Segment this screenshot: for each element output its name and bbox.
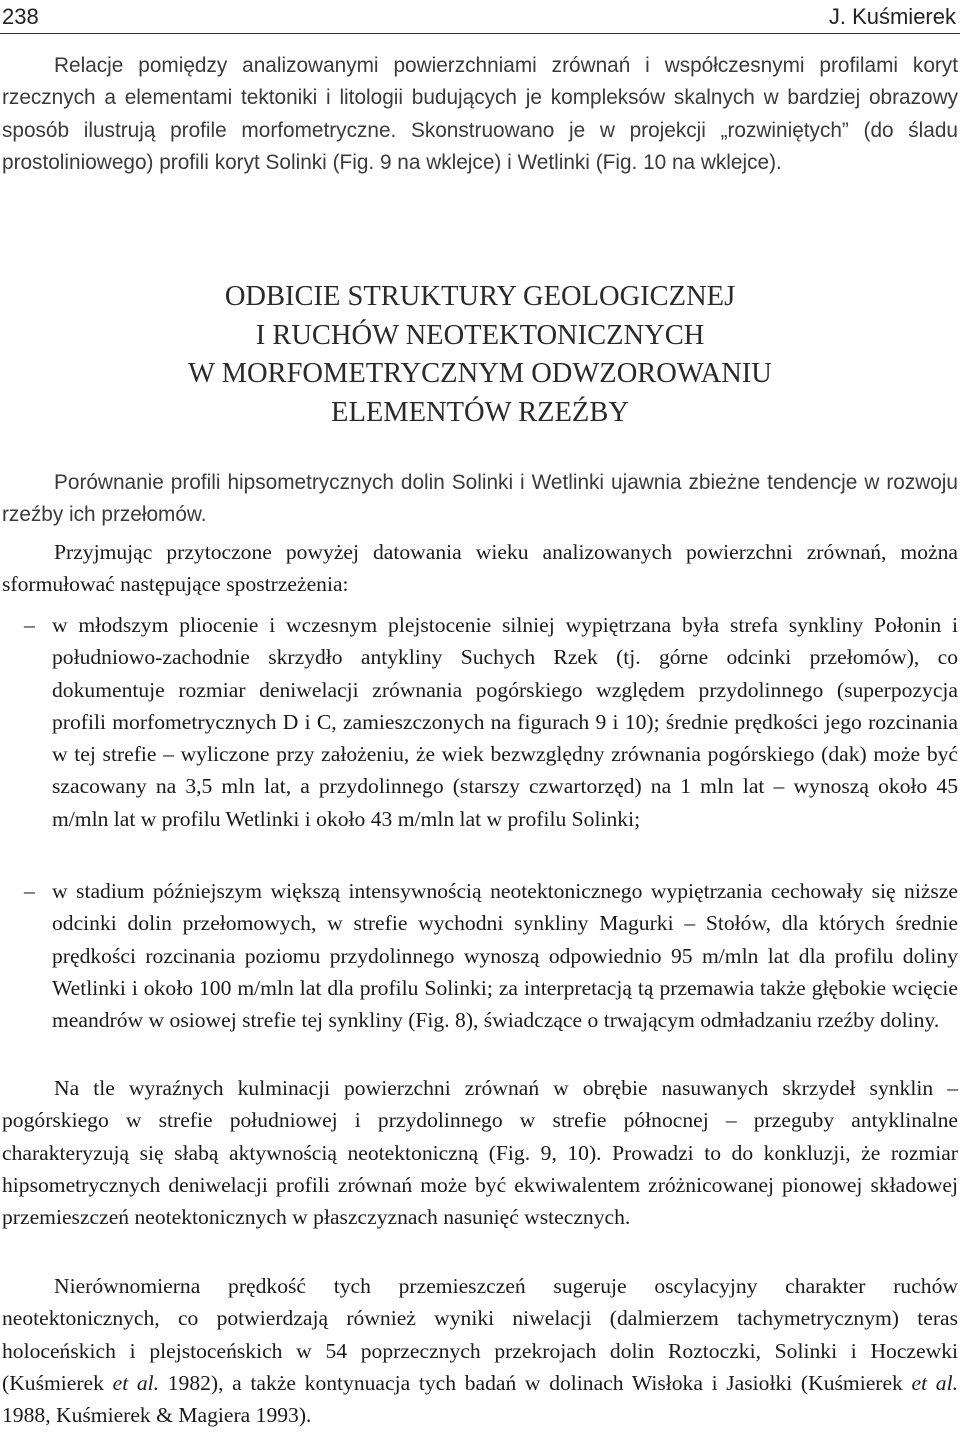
paragraph-text: 1988, Kuśmierek & Magiera 1993). — [2, 1403, 312, 1428]
paragraph-text: 1982), a także kontynuacja tych badań w dolinach Wisłoka i Jasiołki (Kuśmierek — [159, 1370, 912, 1395]
citation-et-al: et al. — [911, 1370, 958, 1395]
section-heading-line-3: W MORFOMETRYCZNYM ODWZOROWANIU — [188, 358, 772, 389]
dating-paragraph: Przyjmując przytoczone powyżej datowania wieku analizowanych powierzchni zrównań, można sformułować następujące spostrzeżenia: — [2, 540, 958, 597]
section-heading-line-4: ELEMENTÓW RZEŹBY — [331, 396, 629, 428]
list-item — [2, 875, 958, 1036]
citation-et-al: et al. — [112, 1370, 160, 1395]
list-dash: – — [24, 879, 35, 903]
intro-paragraph: Relacje pomiędzy analizowanymi powierzchniami zrównań i współczesnymi profilami koryt rzecznych a elementami tektoniki i litologii budujących je kompleksów skalnych w bardziej obrazowy sposób ilustrują profile morfometryczne. Skonstruowano je w projekcji „rozwiniętych” (do śladu prostoliniowego) profili koryt Solinki (Fig. 9 na wklejce) i Wetlinki (Fig. 10 na wklejce). — [2, 54, 958, 174]
list-item-text: w stadium późniejszym większą intensywnością neotektonicznego wypiętrzania cechowały się niższe odcinki dolin przełomowych, w strefie wychodni synkliny Magurki – Stołów, dla których średnie prędkości rozcinania poziomu przydolinnego wynoszą odpowiednio 95 m/mln lat dla profilu doliny Wetlinki i około 100 m/mln lat dla profilu Solinki; za interpretacją tą przemawia także głębokie wcięcie meandrów w osiowej strefie tej synkliny (Fig. 8), świadczące o trwającym odmładzaniu rzeźby doliny. — [52, 879, 958, 1033]
list-item-text: w młodszym pliocenie i wczesnym plejstocenie silniej wypiętrzana była strefa synkliny Połonin i południowo-zachodnie skrzydło antykliny Suchych Rzek (tj. górne odcinki przełomów), co dokumentuje rozmiar deniwelacji zrównania pogórskiego względem przydolinnego (superpozycja profili morfometrycznych D i C, zamieszczonych na figurach 9 i 10); średnie prędkości jego rozcinania w tej strefie – wyliczone przy założeniu, że wiek bezwzględny zrównania pogórskiego (dak) może być szacowany na 3,5 mln lat, a przydolinnego (starszy czwartorzęd) na 1 mln lat – wynoszą około 45 m/mln lat w profilu Wetlinki i około 43 m/mln lat w profilu Solinki; — [52, 613, 958, 831]
header-rule — [0, 33, 960, 34]
background-paragraph: Na tle wyraźnych kulminacji powierzchni zrównań w obrębie nasuwanych skrzydeł synklin – pogórskiego w strefie południowej i przydolinnego w strefie północnej – przeguby antyklinalne charakteryzują się słabą aktywnością neotektoniczną (Fig. 9, 10). Prowadzi to do konkluzji, że rozmiar hipsometrycznych deniwelacji profili zrównań może być ekwiwalentem zróżnicowanej pionowej składowej przemieszczeń neotektonicznych w płaszczyznach nasunięć wstecznych. — [2, 1076, 958, 1230]
section-heading-line-1: ODBICIE STRUKTURY GEOLOGICZNEJ — [224, 281, 736, 312]
page-header — [0, 0, 960, 34]
list-item — [2, 609, 958, 835]
comparison-paragraph: Porównanie profili hipsometrycznych dolin Solinki i Wetlinki ujawnia zbieżne tendencje w rozwoju rzeźby ich przełomów. — [2, 471, 958, 527]
uneven-velocity-paragraph — [2, 1270, 958, 1431]
page-number: 238 — [2, 4, 39, 29]
paragraph-text: Nierównomierna prędkość tych przemieszczeń sugeruje oscylacyjny charakter ruchów neotektonicznych, co potwierdzają również wyniki niwelacji (dalmierzem tachymetrycznym) teras holoceńskich i plejstoceńskich w 54 poprzecznych przekrojach dolin Roztoczki, Solinki i Hoczewki (Kuśmierek — [2, 1274, 958, 1395]
running-head: J. Kuśmierek — [828, 4, 956, 29]
section-heading — [0, 278, 960, 432]
section-heading-line-2: I RUCHÓW NEOTEKTONICZNYCH — [255, 319, 705, 351]
list-dash: – — [24, 613, 35, 637]
